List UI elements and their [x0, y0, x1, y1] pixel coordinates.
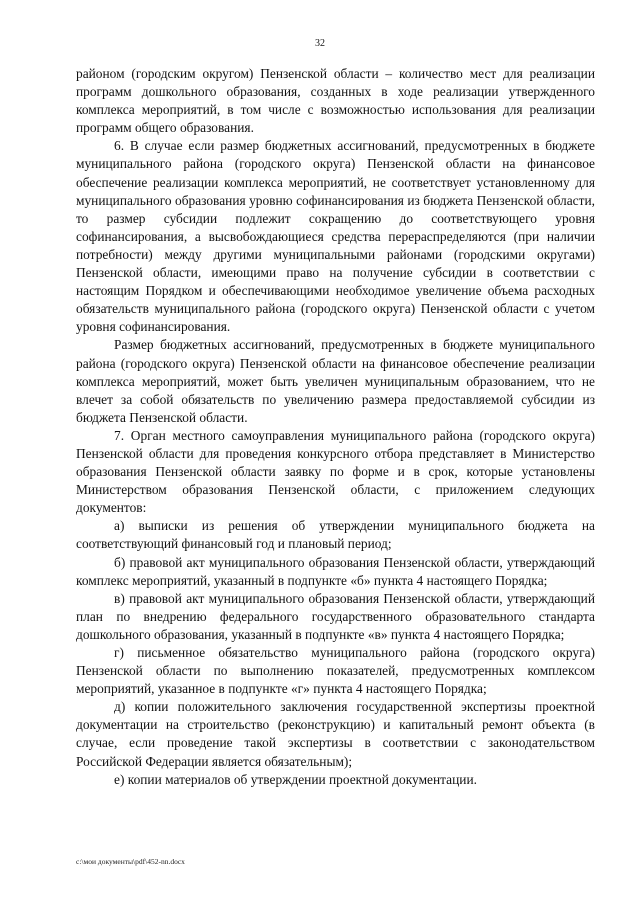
paragraph: Размер бюджетных ассигнований, предусмотренных в бюджете муниципального района (городского округа) Пензенской области на финансовое обеспечение реализации комплекса мероприятий, может быть увеличен муниципальным образованием, что не влечет за собой обязательств по увеличению размера предоставляемой субсидии из бюджета Пензенской области.	[76, 337, 595, 425]
document-body	[76, 65, 595, 789]
list-item: б) правовой акт муниципального образования Пензенской области, утверждающий комплекс мероприятий, указанный в подпункте «б» пункта 4 настоящего Порядка;	[76, 554, 595, 588]
paragraph: 6. В случае если размер бюджетных ассигнований, предусмотренных в бюджете муниципального района (городского округа) Пензенской области на финансовое обеспечение реализации комплекса мероприятий, не соответствует установленному для муниципального образования уровню софинансирования из бюджета Пензенской области, то размер субсидии подлежит сокращению до соответствующего уровня софинансирования, а высвобождающиеся средства перераспределяются (при наличии потребности) между другими муниципальными районами (городскими округами) Пензенской области, имеющими право на получение субсидии в соответствии с настоящим Порядком и обеспечивающими необходимое увеличение объема расходных обязательств муниципального района (городского округа) Пензенской области с учетом уровня софинансирования.	[76, 138, 595, 335]
page-number: 32	[315, 38, 325, 49]
paragraph: районом (городским округом) Пензенской области – количество мест для реализации программ дошкольного образования, созданных в ходе реализации утвержденного комплекса мероприятий, в том числе с возможностью использования для реализации программ общего образования.	[76, 66, 595, 136]
file-path-footer: c:\мои документы\pdf\452-nn.docx	[76, 857, 185, 866]
list-item: г) письменное обязательство муниципального района (городского округа) Пензенской области по выполнению показателей, предусмотренных комплексом мероприятий, указанное в подпункте «г» пункта 4 настоящего Порядка;	[76, 645, 595, 697]
paragraph: 7. Орган местного самоуправления муниципального района (городского округа) Пензенской области для проведения конкурсного отбора представляет в Министерство образования Пензенской области заявку по форме и в срок, которые установлены Министерством образования Пензенской области, с приложением следующих документов:	[76, 427, 595, 516]
list-item: е) копии материалов об утверждении проектной документации.	[114, 771, 477, 787]
list-item: а) выписки из решения об утверждении муниципального бюджета на соответствующий финансовый год и плановый период;	[76, 518, 595, 552]
list-item: в) правовой акт муниципального образования Пензенской области, утверждающий план по внедрению федерального государственного образовательного стандарта дошкольного образования, указанный в подпункте «в» пункта 4 настоящего Порядка;	[76, 590, 595, 642]
list-item: д) копии положительного заключения государственной экспертизы проектной документации на строительство (реконструкцию) и капитальный ремонт объекта (в случае, если проведение такой экспертизы в соответствии с законодательством Российской Федерации является обязательным);	[76, 699, 595, 769]
